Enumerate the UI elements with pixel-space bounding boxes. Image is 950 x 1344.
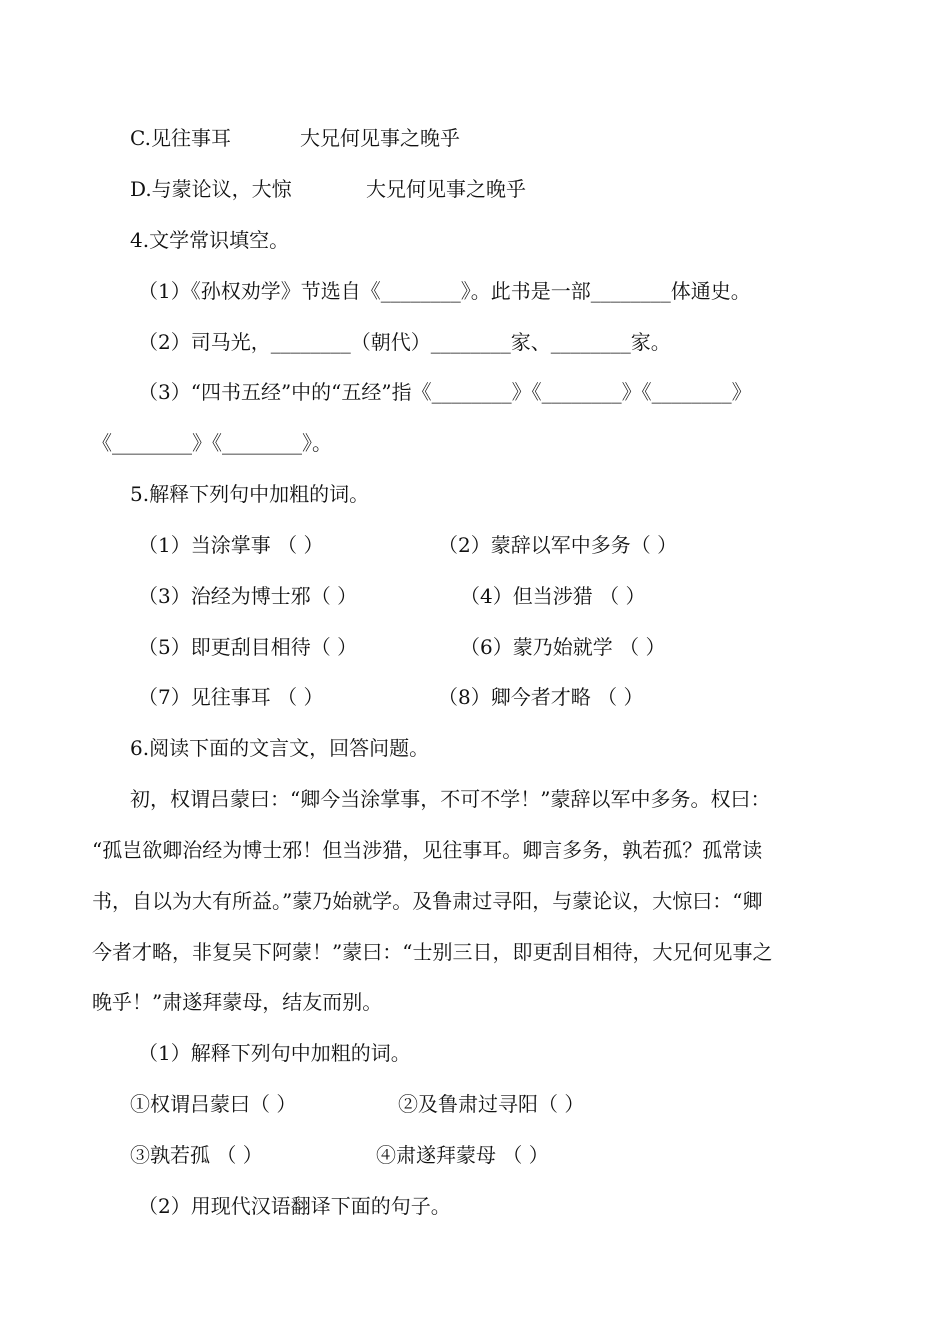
- q5-item-8: （8）卿今者才略 （ ）: [438, 685, 644, 709]
- q5-item-2: （2）蒙辞以军中多务（ ）: [438, 533, 678, 557]
- q6-sub1-item-2: ②及鲁肃过寻阳（ ）: [398, 1092, 585, 1116]
- q6-heading: 6.阅读下面的文言文，回答问题。: [130, 736, 430, 760]
- q6-sub1-item-1: ①权谓吕蒙曰（ ）: [130, 1092, 297, 1116]
- q5-item-6: （6）蒙乃始就学 （ ）: [460, 635, 666, 659]
- q4-item-3-line-2: 《________》《________》。: [92, 431, 332, 455]
- q4-item-2: （2）司马光，________（朝代）________家、________家。: [138, 330, 671, 354]
- q6-passage-line-4: 今者才略，非复吴下阿蒙！”蒙曰：“士别三日，即更刮目相待，大兄何见事之: [92, 940, 773, 964]
- q6-passage-line-2: “孤岂欲卿治经为博士邪！但当涉猎，见往事耳。卿言多务，孰若孤？孤常读: [92, 838, 763, 862]
- option-d-left: D.与蒙论议，大惊: [130, 177, 292, 201]
- q4-item-1: （1）《孙权劝学》节选自《________》。此书是一部________体通史。: [138, 279, 751, 303]
- q5-item-3: （3）治经为博士邪（ ）: [138, 584, 358, 608]
- option-d-right: 大兄何见事之晚乎: [366, 177, 526, 201]
- q4-item-3-line-1: （3）“四书五经”中的“五经”指《________》《________》《________》: [138, 380, 752, 404]
- option-c-left: C.见往事耳: [130, 126, 231, 150]
- q6-sub2-heading: （2）用现代汉语翻译下面的句子。: [138, 1194, 451, 1218]
- q6-sub1-item-4: ④肃遂拜蒙母 （ ）: [376, 1143, 549, 1167]
- q5-item-1: （1）当涂掌事 （ ）: [138, 533, 324, 557]
- option-c-right: 大兄何见事之晚乎: [300, 126, 460, 150]
- q4-heading: 4.文学常识填空。: [130, 228, 290, 252]
- q5-item-7: （7）见往事耳 （ ）: [138, 685, 324, 709]
- q6-passage-line-3: 书，自以为大有所益。”蒙乃始就学。及鲁肃过寻阳，与蒙论议，大惊曰：“卿: [92, 889, 763, 913]
- q5-item-5: （5）即更刮目相待（ ）: [138, 635, 358, 659]
- q6-sub1-heading: （1）解释下列句中加粗的词。: [138, 1041, 411, 1065]
- q6-passage-line-1: 初，权谓吕蒙曰：“卿今当涂掌事，不可不学！”蒙辞以军中多务。权曰：: [130, 787, 771, 811]
- q5-item-4: （4）但当涉猎 （ ）: [460, 584, 646, 608]
- q6-sub1-item-3: ③孰若孤 （ ）: [130, 1143, 263, 1167]
- q6-passage-line-5: 晚乎！”肃遂拜蒙母，结友而别。: [92, 990, 383, 1014]
- q5-heading: 5.解释下列句中加粗的词。: [130, 482, 370, 506]
